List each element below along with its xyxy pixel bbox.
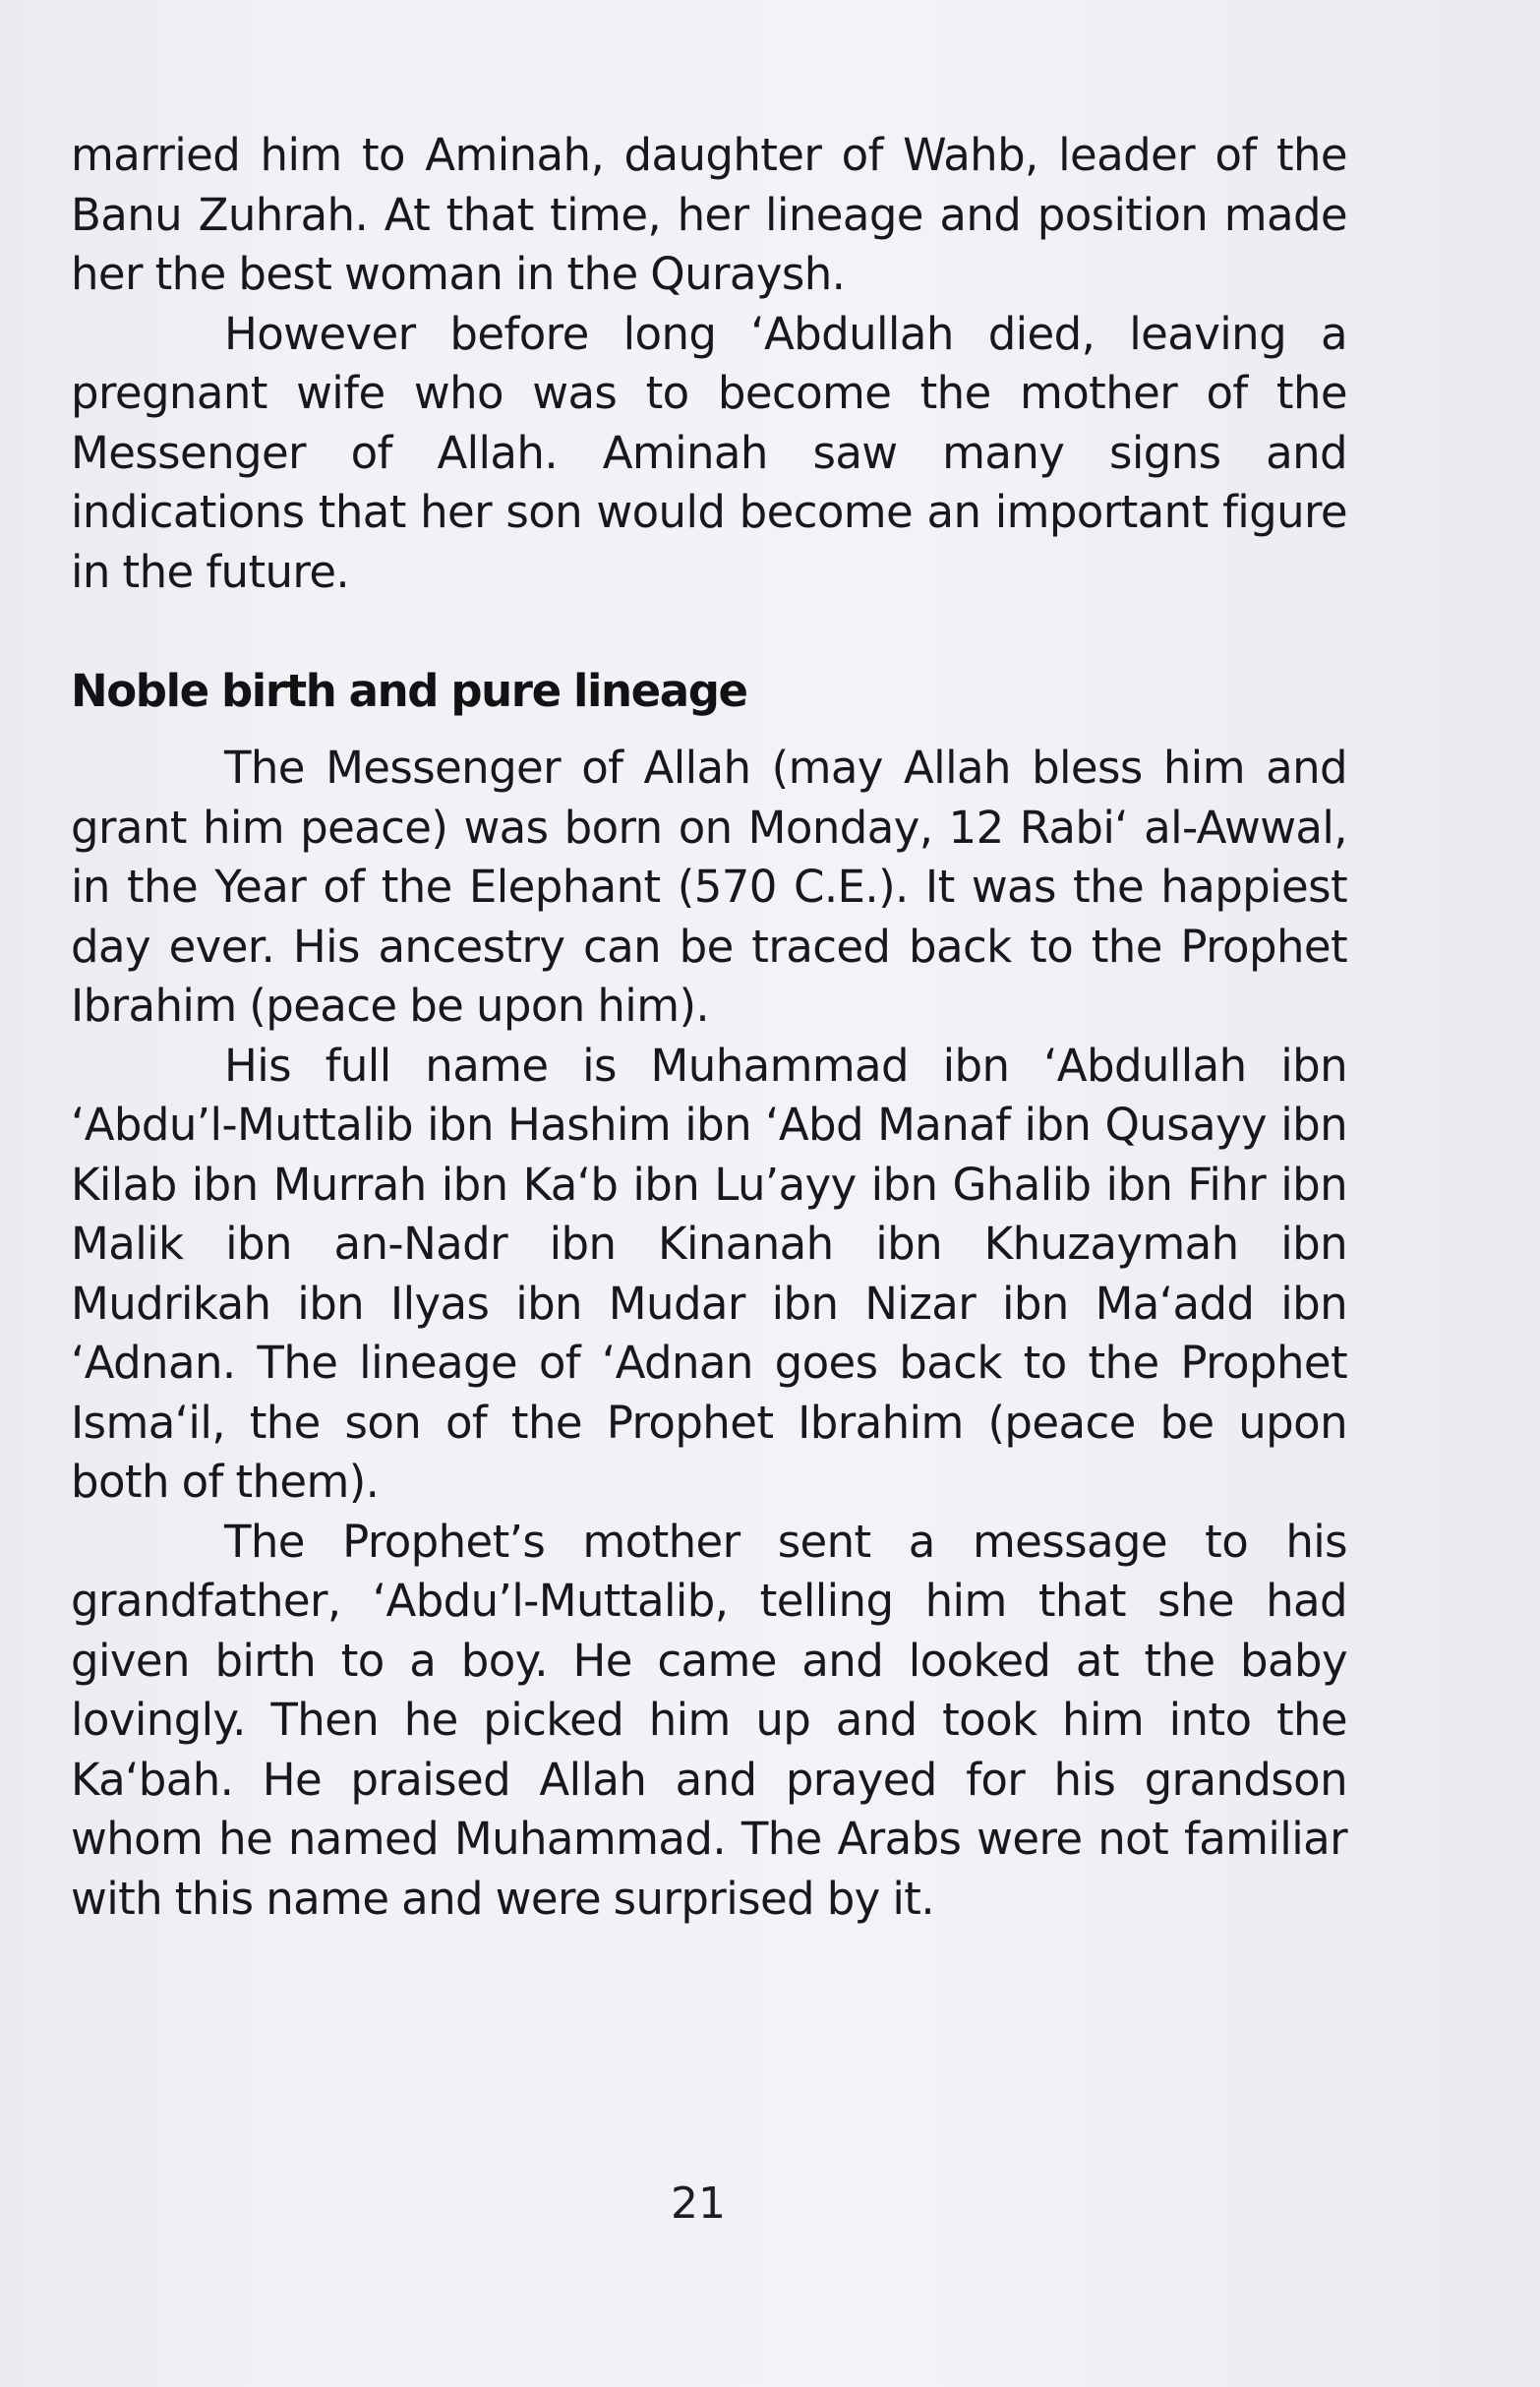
paragraph-3: The Messenger of Allah (may Allah bless him and grant him peace) was born on Monday, 12 Rabi‘ al-Awwal, in the Year of the Elephant (570 C.E.). It was the happiest day ever. His ancestry can be traced back to the Prophet Ibrahim (peace be upon him). (71, 742, 1347, 1032)
paragraph-5: The Prophet’s mother sent a message to his grandfather, ‘Abdu’l-Muttalib, telling him that she had given birth to a boy. He came and looked at the baby lovingly. Then he picked him up and took him into the Ka‘bah. He praised Allah and prayed for his grandson whom he named Muhammad. The Arabs were not familiar with this name and were surprised by it. (71, 1515, 1347, 1925)
section-heading: Noble birth and pure lineage (71, 665, 747, 717)
page-number: 21 (671, 2178, 726, 2229)
body-text (71, 126, 1347, 1929)
paragraph-4: His full name is Muhammad ibn ‘Abdullah ibn ‘Abdu’l-Muttalib ibn Hashim ibn ‘Abd Manaf ibn Qusayy ibn Kilab ibn Murrah ibn Ka‘b ibn Lu’ayy ibn Ghalib ibn Fihr ibn Malik ibn an-Nadr ibn Kinanah ibn Khuzaymah ibn Mudrikah ibn Ilyas ibn Mudar ibn Nizar ibn Ma‘add ibn ‘Adnan. The lineage of ‘Adnan goes back to the Prophet Isma‘il, the son of the Prophet Ibrahim (peace be upon both of them). (71, 1039, 1347, 1508)
paragraph-1: married him to Aminah, daughter of Wahb, leader of the Banu Zuhrah. At that time, her lineage and position made her the best woman in the Quraysh. (71, 129, 1347, 300)
paragraph-2: However before long ‘Abdullah died, leaving a pregnant wife who was to become the mother of the Messenger of Allah. Aminah saw many signs and indications that her son would become an important figure in the future. (71, 307, 1347, 598)
